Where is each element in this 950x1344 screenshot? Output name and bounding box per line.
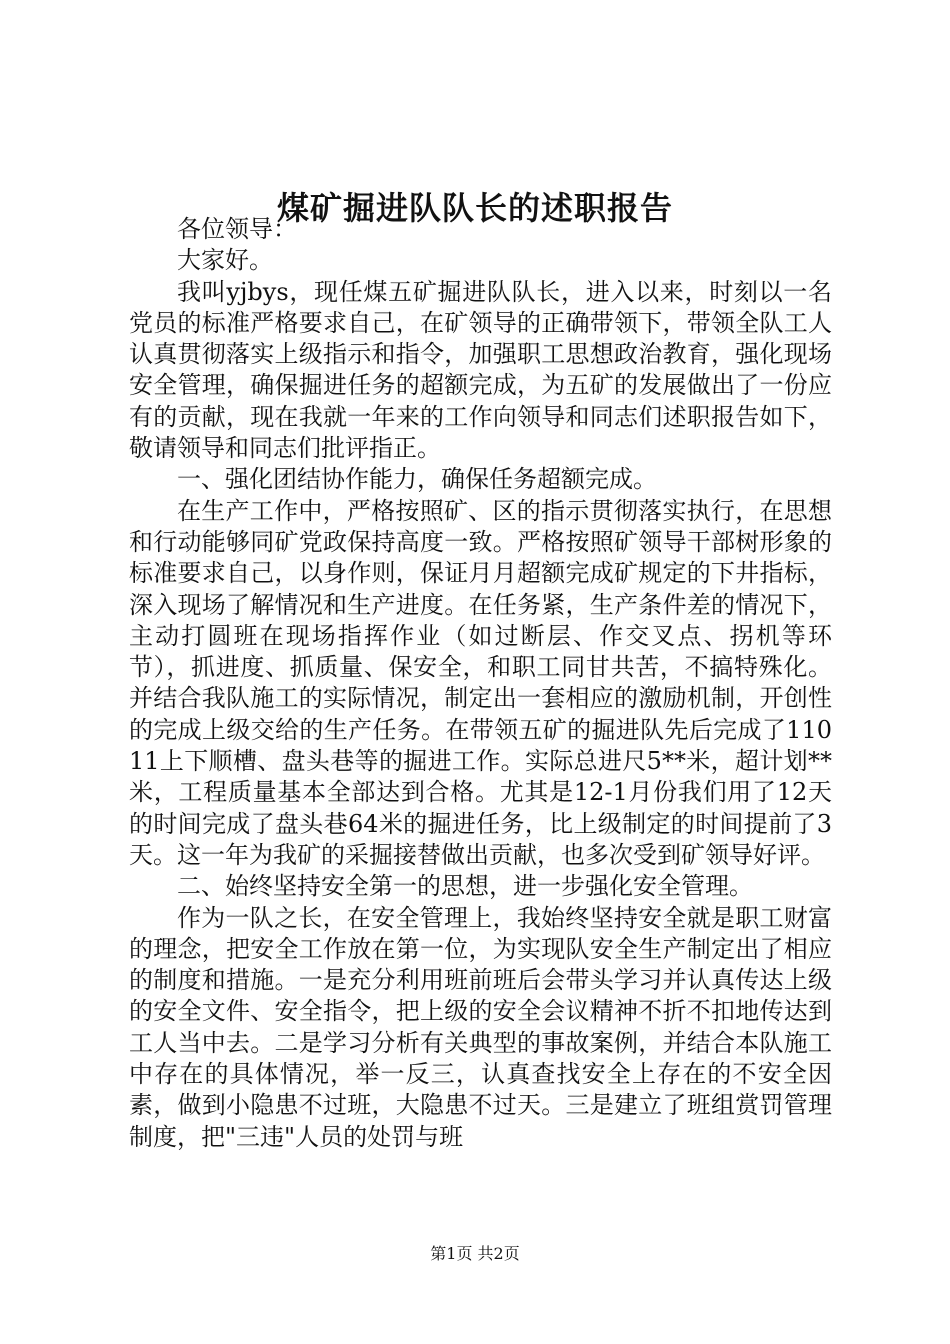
section-heading-1: 一、强化团结协作能力，确保任务超额完成。 [177,465,657,494]
section-heading-2: 二、始终坚持安全第一的思想，进一步强化安全管理。 [177,872,753,901]
intro-paragraph: 我叫yjbys，现任煤五矿掘进队队长，进入以来，时刻以一名党员的标准严格要求自己，在矿领导的正确带领下，带领全队工人认真贯彻落实上级指示和指令，加强职工思想政治教育，强化现场安全管理，确保掘进任务的超额完成，为五矿的发展做出了一份应有的贡献，现在我就一年来的工作向领导和同志们述职报告如下，敬请领导和同志们批评指正。 [129,277,832,463]
document-body [129,214,832,1153]
greeting: 大家好。 [177,246,273,275]
salutation: 各位领导： [177,215,297,243]
page-footer: 第1页 共2页 [430,1244,520,1263]
document-title: 煤矿掘进队队长的述职报告 [276,189,673,227]
section-2-paragraph: 作为一队之长，在安全管理上，我始终坚持安全就是职工财富的理念，把安全工作放在第一位，为实现队安全生产制定出了相应的制度和措施。一是充分利用班前班后会带头学习并认真传达上级的安全文件、安全指令，把上级的安全会议精神不折不扣地传达到工人当中去。二是学习分析有关典型的事故案例，并结合本队施工中存在的具体情况，举一反三，认真查找安全上存在的不安全因素，做到小隐患不过班，大隐患不过天。三是建立了班组赏罚管理制度，把"三违"人员的处罚与班 [129,903,832,1151]
section-1-paragraph: 在生产工作中，严格按照矿、区的指示贯彻落实执行，在思想和行动能够同矿党政保持高度一致。严格按照矿领导干部树形象的标准要求自己，以身作则，保证月月超额完成矿规定的下井指标，深入现场了解情况和生产进度。在任务紧，生产条件差的情况下，主动打圆班在现场指挥作业（如过断层、作交叉点、拐机等环节），抓进度、抓质量、保安全，和职工同甘共苦，不搞特殊化。并结合我队施工的实际情况，制定出一套相应的激励机制，开创性的完成上级交给的生产任务。在带领五矿的掘进队先后完成了11011上下顺槽、盘头巷等的掘进工作。实际总进尺5**米，超计划**米，工程质量基本全部达到合格。尤其是12-1月份我们用了12天的时间完成了盘头巷64米的掘进任务，比上级制定的时间提前了3天。这一年为我矿的采掘接替做出贡献，也多次受到矿领导好评。 [129,496,832,869]
